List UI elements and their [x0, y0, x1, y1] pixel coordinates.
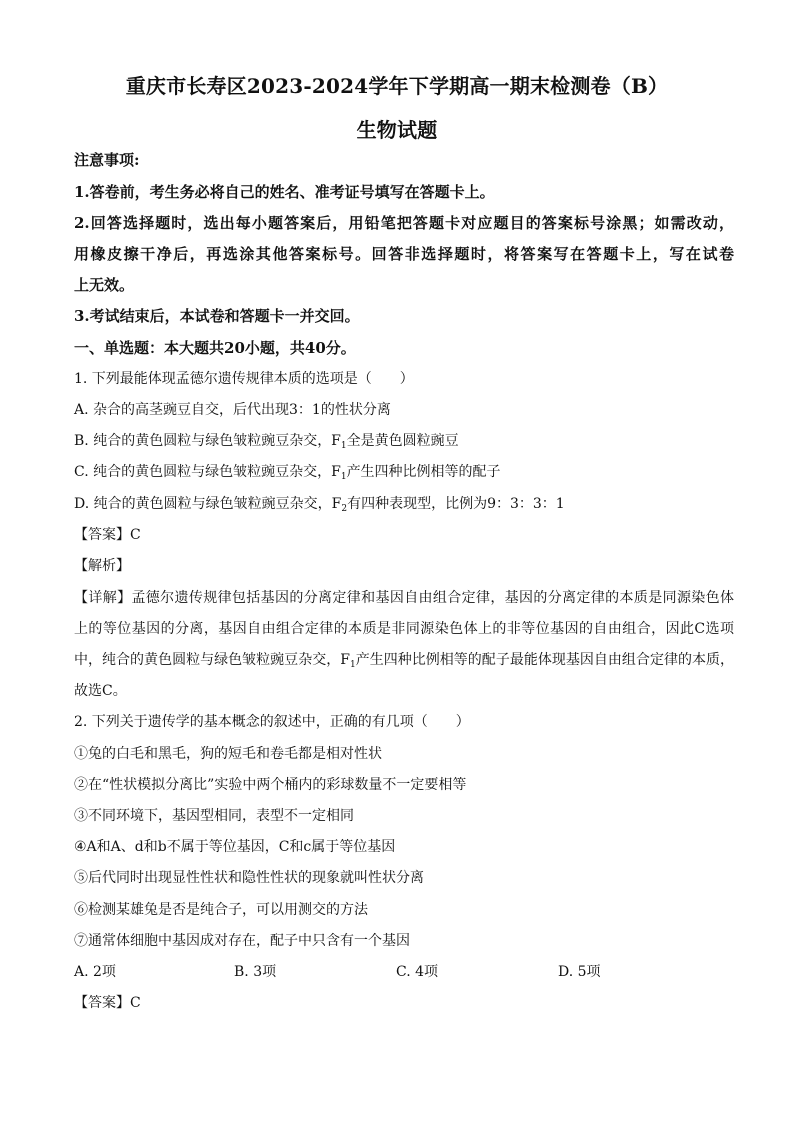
answer-label: 【答案】	[74, 995, 130, 1011]
question-2-option-b: B. 3项	[234, 964, 277, 980]
question-2-statement-3: ③不同环境下，基因型相同，表型不一定相同	[74, 808, 354, 824]
notice-heading: 注意事项:	[74, 151, 140, 169]
question-1-option-c: C. 纯合的黄色圆粒与绿色皱粒豌豆杂交，$F_1$产生四种比例相等的配子	[74, 464, 501, 482]
question-1-analysis-label: 【解析】	[74, 558, 130, 574]
notice-item-3: 3.考试结束后，本试卷和答题卡一并交回。	[74, 307, 360, 325]
document-subtitle: 生物试题	[356, 118, 438, 142]
notice-item-2-line-2: 用橡皮擦干净后，再选涂其他答案标号。回答非选择题时，将答案写在答题卡上，写在试卷	[74, 245, 734, 263]
question-2-option-c: C. 4项	[396, 964, 439, 980]
question-2-statement-4: ④A和A、d和b不属于等位基因，C和c属于等位基因	[74, 839, 396, 855]
question-2-statement-2: ②在“性状模拟分离比”实验中两个桶内的彩球数量不一定要相等	[74, 777, 467, 793]
notice-item-1: 1.答卷前，考生务必将自己的姓名、准考证号填写在答题卡上。	[74, 183, 495, 201]
question-2-statement-5: ⑤后代同时出现显性性状和隐性性状的现象就叫性状分离	[74, 870, 424, 886]
question-1-stem: 1. 下列最能体现孟德尔遗传规律本质的选项是（ ）	[74, 371, 414, 387]
question-2-answer: 【答案】C	[74, 995, 141, 1011]
question-1-detail-line-3: 中，纯合的黄色圆粒与绿色皱粒豌豆杂交，$F_1$产生四种比例相等的配子最能体现基因自由组合定律的本质，	[74, 652, 735, 670]
question-2-option-a: A. 2项	[74, 964, 116, 980]
section-heading: 一、单选题：本大题共20小题，共40分。	[74, 339, 356, 357]
question-2-option-d: D. 5项	[558, 964, 601, 980]
question-1-detail-line-2: 上的等位基因的分离，基因自由组合定律的本质是非同源染色体上的非等位基因的自由组合，因此C选项	[74, 621, 734, 637]
question-1-detail-line-1: 【详解】孟德尔遗传规律包括基因的分离定律和基因自由组合定律，基因的分离定律的本质是同源染色体	[74, 590, 735, 606]
question-2-statement-1: ①兔的白毛和黑毛，狗的短毛和卷毛都是相对性状	[74, 746, 382, 762]
notice-item-2-line-1: 2.回答选择题时，选出每小题答案后，用铅笔把答题卡对应题目的答案标号涂黑；如需改动，	[74, 214, 734, 232]
question-2-statement-7: ⑦通常体细胞中基因成对存在，配子中只含有一个基因	[74, 933, 410, 949]
question-1-answer: 【答案】C	[74, 527, 141, 543]
question-1-option-b: B. 纯合的黄色圆粒与绿色皱粒豌豆杂交，$F_1$全是黄色圆粒豌豆	[74, 433, 459, 451]
document-title: 重庆市长寿区2023-2024学年下学期高一期末检测卷（B）	[125, 74, 669, 98]
question-1-option-a: A. 杂合的高茎豌豆自交，后代出现3：1的性状分离	[74, 402, 391, 418]
notice-item-2-line-3: 上无效。	[74, 276, 135, 294]
answer-label: 【答案】	[74, 527, 130, 543]
question-2-statement-6: ⑥检测某雄兔是否是纯合子，可以用测交的方法	[74, 902, 368, 918]
question-1-option-d: D. 纯合的黄色圆粒与绿色皱粒豌豆杂交，$F_2$有四种表现型，比例为9：3：3：1	[74, 496, 565, 514]
question-1-detail-line-4: 故选C。	[74, 683, 127, 699]
question-2-stem: 2. 下列关于遗传学的基本概念的叙述中，正确的有几项（ ）	[74, 714, 470, 730]
